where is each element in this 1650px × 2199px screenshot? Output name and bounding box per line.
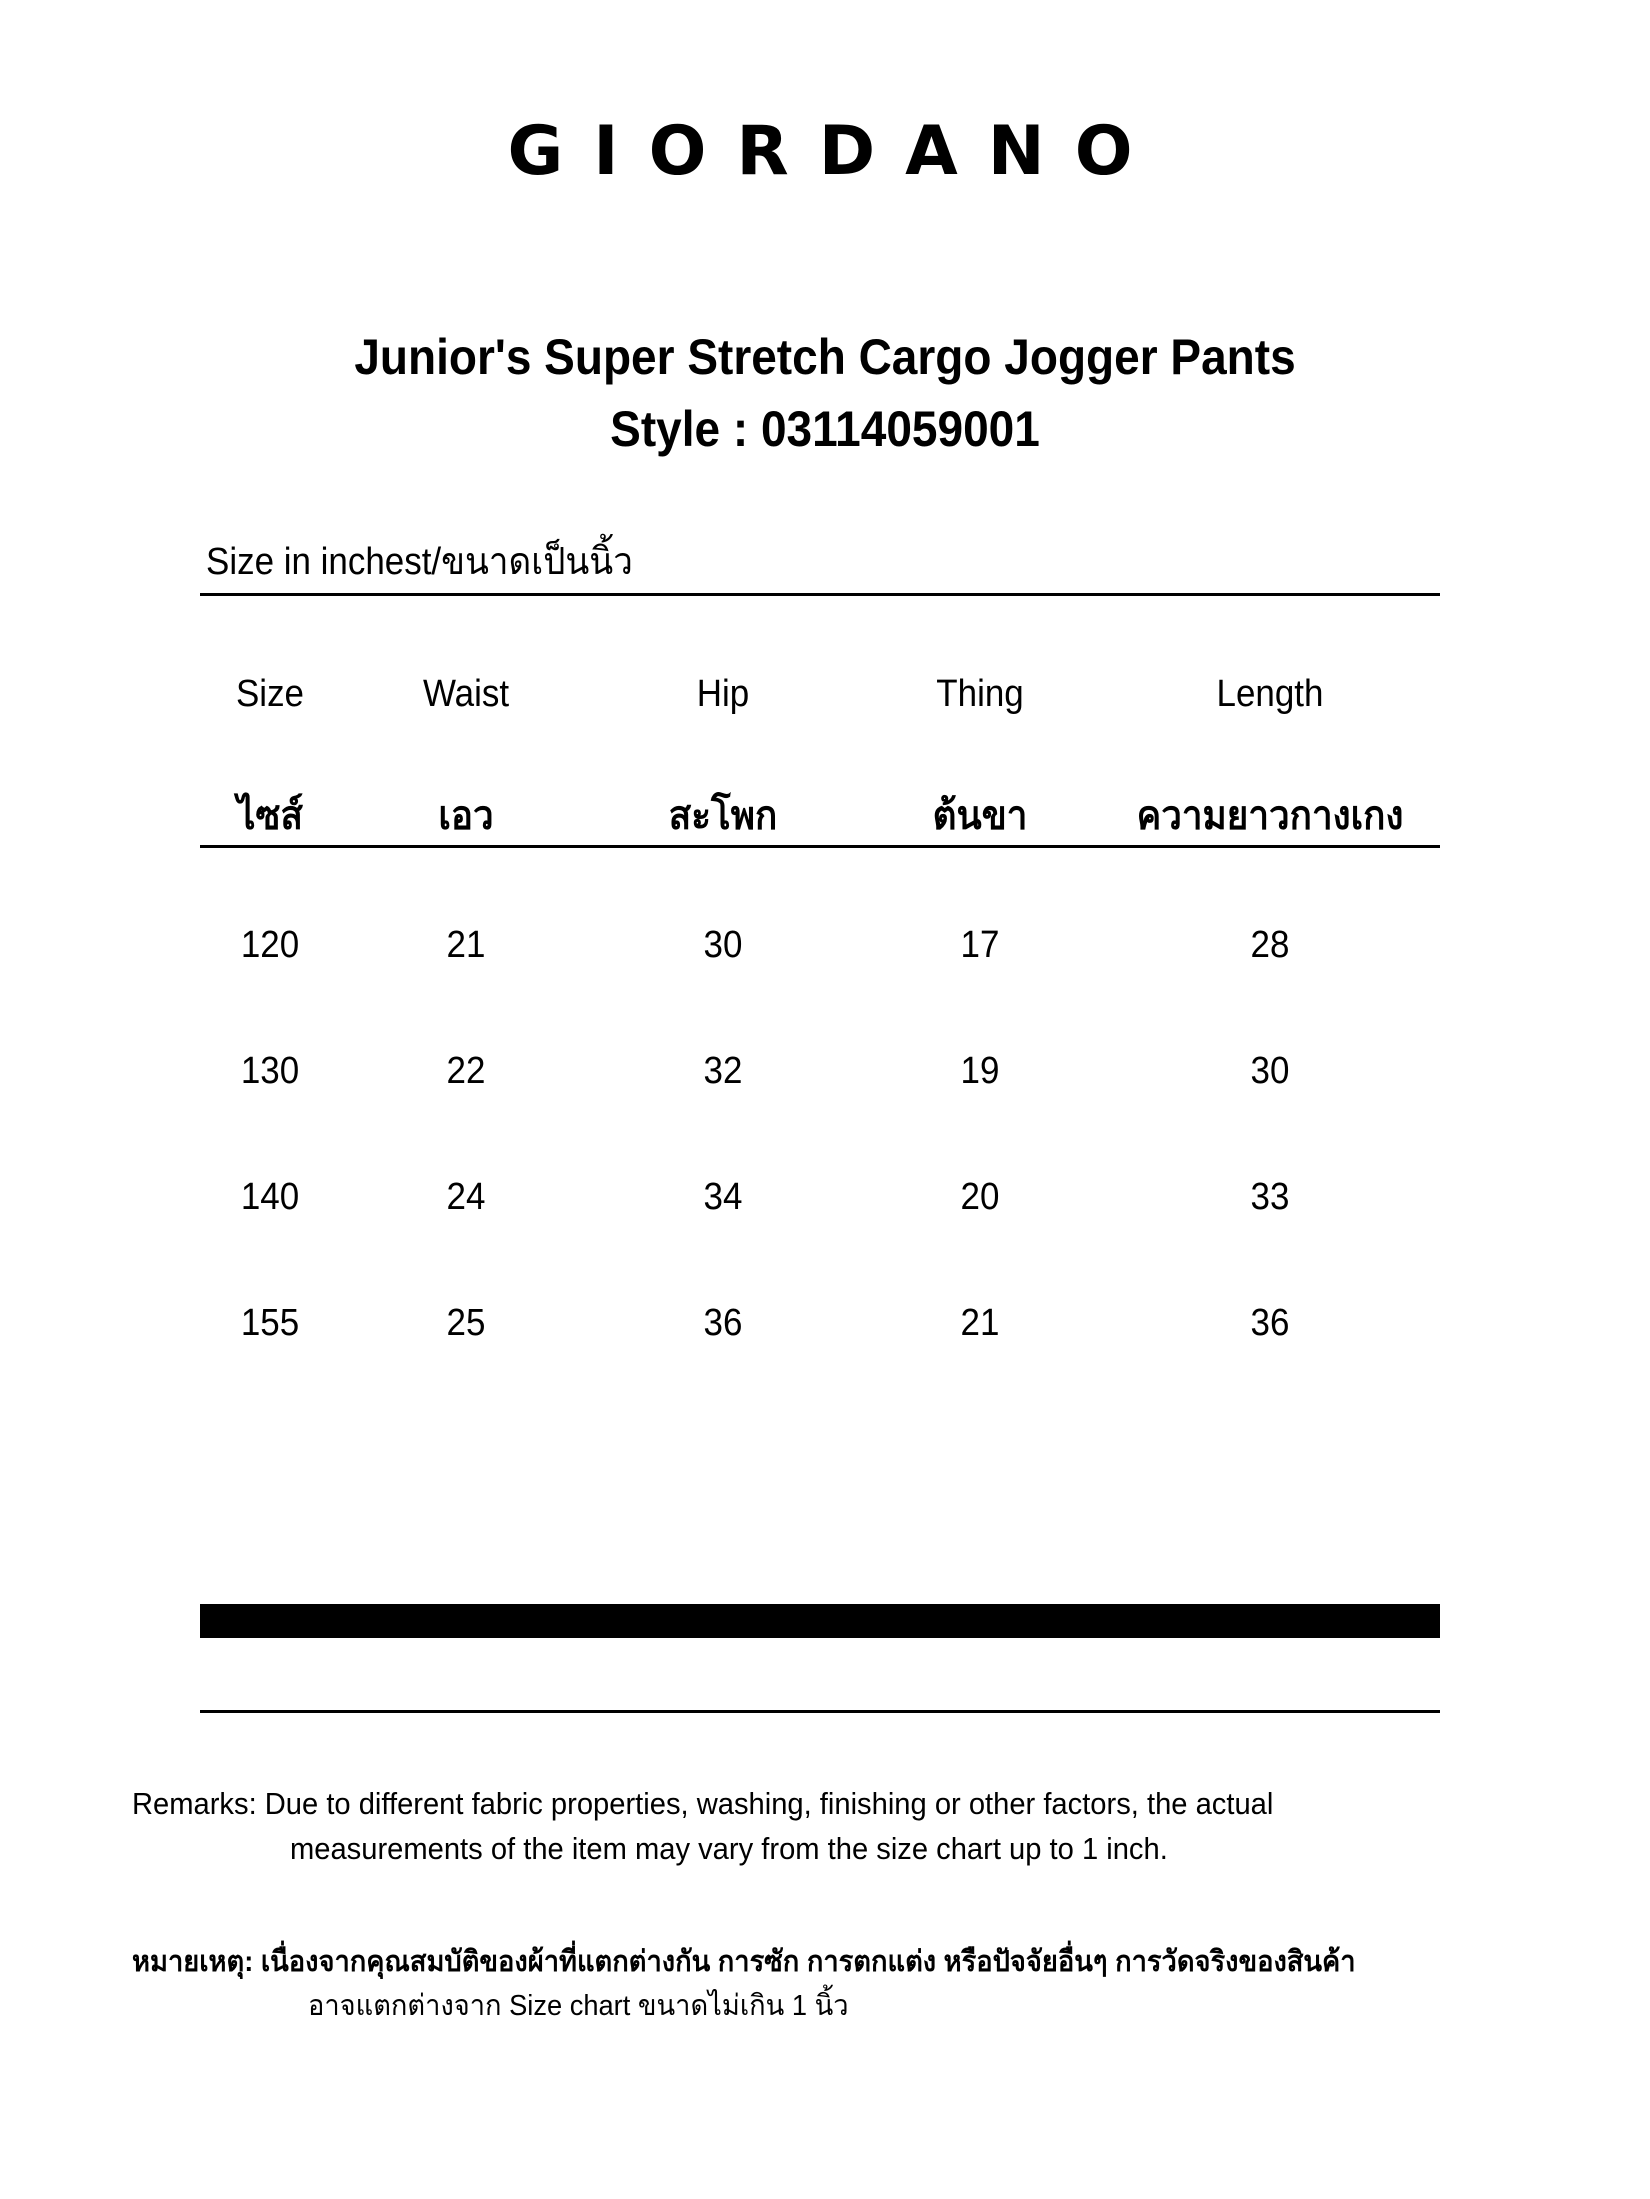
waist-cell: 24 xyxy=(446,1176,486,1218)
divider-thick-bar xyxy=(200,1604,1440,1638)
thigh-cell: 20 xyxy=(960,1176,1000,1218)
size-cell: 120 xyxy=(240,924,300,966)
col-header-length-th: ความยาวกางเกง xyxy=(1136,794,1404,838)
thigh-cell: 17 xyxy=(960,924,1000,966)
brand-logo: GIORDANO xyxy=(507,112,1163,191)
product-title: Junior's Super Stretch Cargo Jogger Pants xyxy=(354,329,1296,385)
length-cell: 28 xyxy=(1250,924,1290,966)
size-cell: 155 xyxy=(240,1302,300,1344)
waist-cell: 25 xyxy=(446,1302,486,1344)
remarks-en-line1: Remarks: Due to different fabric properties, washing, finishing or other factors, the actual xyxy=(132,1786,1274,1821)
col-header-thigh-en: Thing xyxy=(936,673,1024,715)
length-cell: 33 xyxy=(1250,1176,1290,1218)
hip-cell: 32 xyxy=(703,1050,743,1092)
unit-label: Size in inchest/ขนาดเป็นนิ้ว xyxy=(206,541,633,583)
col-header-thigh-th: ต้นขา xyxy=(932,794,1028,838)
hip-cell: 36 xyxy=(703,1302,743,1344)
col-header-waist-th: เอว xyxy=(438,794,494,838)
remarks-en-line2: measurements of the item may vary from the size chart up to 1 inch. xyxy=(290,1831,1168,1866)
remarks-th-line1: หมายเหตุ: เนื่องจากคุณสมบัติของผ้าที่แตกต่างกัน การซัก การตกแต่ง หรือปัจจัยอื่นๆ การวัดจริงของสินค้า xyxy=(132,1946,1356,1978)
divider-bottom xyxy=(200,1710,1440,1713)
col-header-waist-en: Waist xyxy=(422,673,510,715)
hip-cell: 30 xyxy=(703,924,743,966)
divider-top xyxy=(200,593,1440,596)
thigh-cell: 21 xyxy=(960,1302,1000,1344)
size-cell: 140 xyxy=(240,1176,300,1218)
thigh-cell: 19 xyxy=(960,1050,1000,1092)
col-header-length-en: Length xyxy=(1216,673,1324,715)
hip-cell: 34 xyxy=(703,1176,743,1218)
waist-cell: 21 xyxy=(446,924,486,966)
col-header-size-th: ไซส์ xyxy=(237,794,303,838)
style-number: Style : 03114059001 xyxy=(610,401,1040,457)
col-header-hip-th: สะโพก xyxy=(668,794,778,838)
waist-cell: 22 xyxy=(446,1050,486,1092)
size-cell: 130 xyxy=(240,1050,300,1092)
length-cell: 30 xyxy=(1250,1050,1290,1092)
col-header-size-en: Size xyxy=(235,673,304,715)
divider-header xyxy=(200,845,1440,848)
remarks-th-line2: อาจแตกต่างจาก Size chart ขนาดไม่เกิน 1 นิ้ว xyxy=(308,1990,849,2022)
length-cell: 36 xyxy=(1250,1302,1290,1344)
col-header-hip-en: Hip xyxy=(696,673,750,715)
